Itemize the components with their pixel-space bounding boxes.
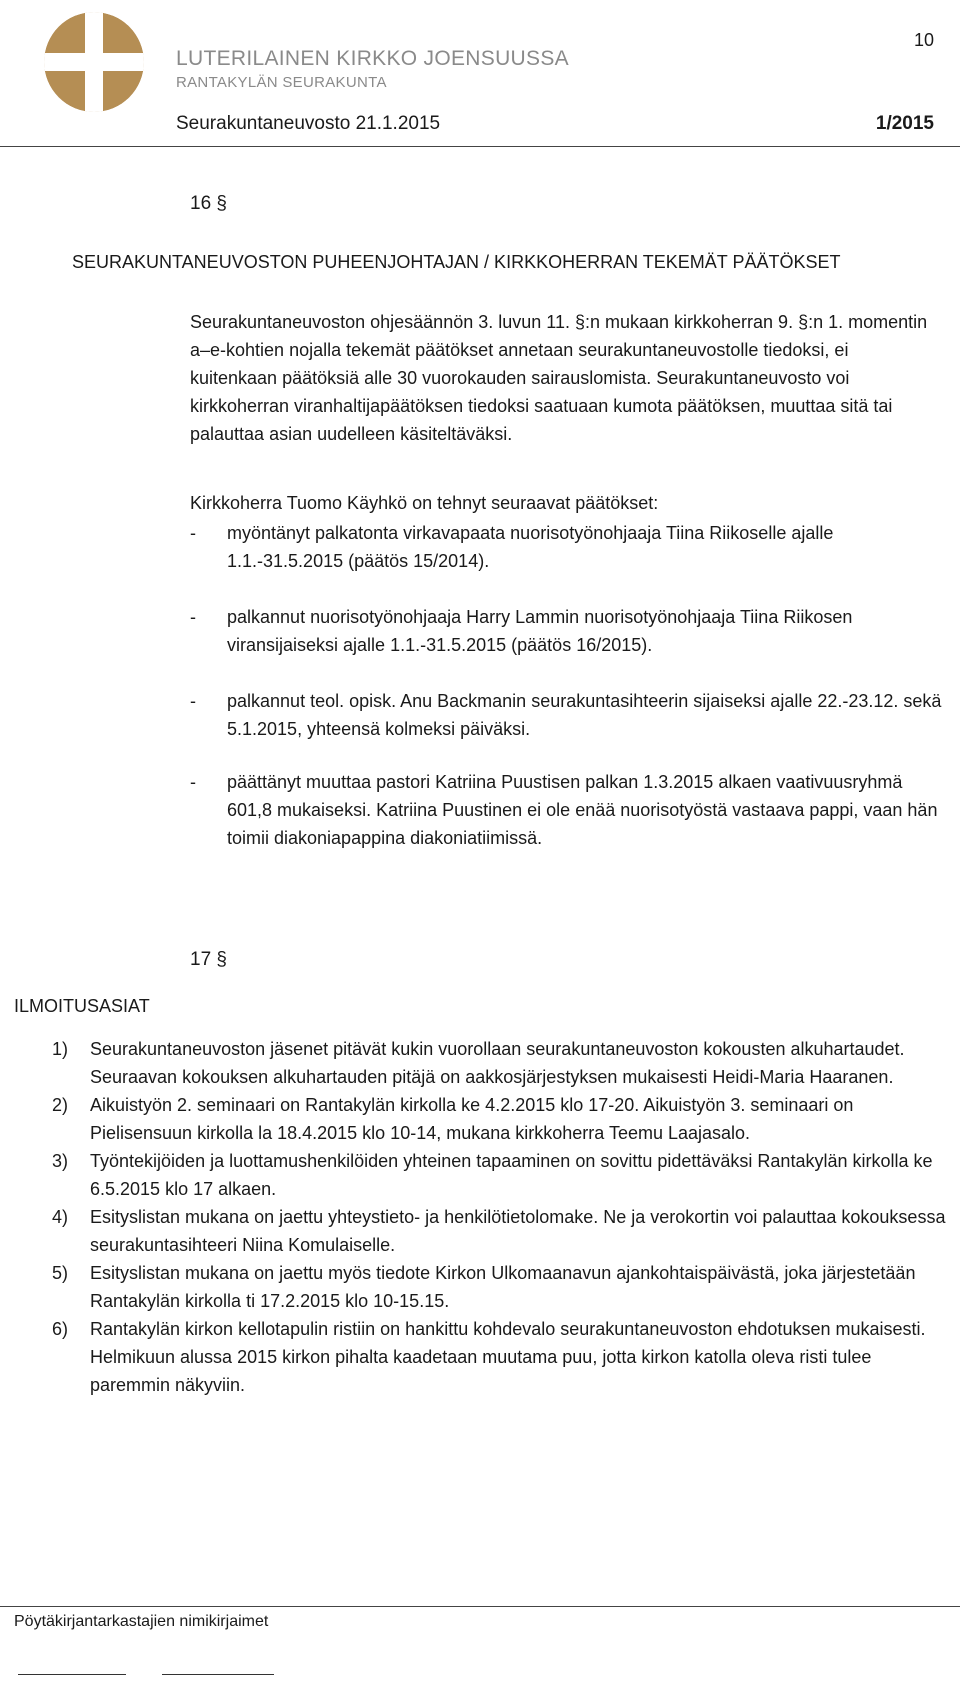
dash-bullet: - bbox=[190, 523, 196, 543]
signature-line[interactable] bbox=[18, 1674, 126, 1675]
dash-bullet: - bbox=[190, 691, 196, 711]
list-item bbox=[52, 1147, 947, 1203]
decision-item bbox=[190, 519, 942, 575]
item-number: 1) bbox=[52, 1039, 69, 1059]
item-number: 6) bbox=[52, 1319, 69, 1339]
item-number: 4) bbox=[52, 1207, 69, 1227]
item-number: 5) bbox=[52, 1263, 69, 1283]
item-number: 2) bbox=[52, 1095, 69, 1115]
decision-item bbox=[190, 768, 942, 852]
header-divider bbox=[0, 146, 960, 147]
item-text: Työntekijöiden ja luottamushenkilöiden yhteinen tapaaminen on sovittu pidettäväksi Rantakylän kirkolla ke 6.5.2015 klo 17 alkaen. bbox=[90, 1151, 933, 1199]
section-16-number: 16 § bbox=[190, 193, 227, 214]
decision-text: päättänyt muuttaa pastori Katriina Puustisen palkan 1.3.2015 alkaen vaativuusryhmä 601,8 mukaiseksi. Katriina Puustinen ei ole enää nuorisotyöstä vastaava pappi, vaan hän toimii diakoniapappina diakoniatiimissä. bbox=[227, 772, 938, 848]
list-item bbox=[52, 1091, 947, 1147]
page-number: 10 bbox=[913, 30, 934, 50]
section-16-heading: SEURAKUNTANEUVOSTON PUHEENJOHTAJAN / KIRKKOHERRAN TEKEMÄT PÄÄTÖKSET bbox=[72, 252, 841, 272]
decision-item bbox=[190, 603, 942, 659]
meeting-title: Seurakuntaneuvosto 21.1.2015 bbox=[176, 113, 441, 134]
section-17-label: ILMOITUSASIAT bbox=[14, 996, 150, 1016]
organization-name: LUTERILAINEN KIRKKO JOENSUUSSA bbox=[176, 47, 569, 70]
decision-text: myöntänyt palkatonta virkavapaata nuorisotyönohjaaja Tiina Riikoselle ajalle 1.1.-31.5.2015 (päätös 15/2014). bbox=[227, 523, 834, 571]
item-text: Esityslistan mukana on jaettu myös tiedote Kirkon Ulkomaanavun ajankohtaispäivästä, joka järjestetään Rantakylän kirkolla ti 17.2.2015 klo 10-15.15. bbox=[90, 1263, 916, 1311]
dash-bullet: - bbox=[190, 772, 196, 792]
announcements-list bbox=[52, 1035, 947, 1399]
item-text: Rantakylän kirkon kellotapulin ristiin on hankittu kohdevalo seurakuntaneuvoston ehdotuksen mukaisesti. Helmikuun alussa 2015 kirkon pihalta kaadetaan muutama puu, jotta kirkon katolla oleva risti tulee paremmin näkyviin. bbox=[90, 1319, 926, 1395]
item-text: Esityslistan mukana on jaettu yhteystieto- ja henkilötietolomake. Ne ja verokortin voi palauttaa kokouksessa seurakuntasihteeri Niina Komulaiselle. bbox=[90, 1207, 946, 1255]
decision-text: palkannut nuorisotyönohjaaja Harry Lammin nuorisotyönohjaaja Tiina Riikosen viransijaiseksi ajalle 1.1.-31.5.2015 (päätös 16/2015). bbox=[227, 607, 853, 655]
issue-number: 1/2015 bbox=[875, 113, 934, 134]
list-item bbox=[52, 1259, 947, 1315]
parish-name: RANTAKYLÄN SEURAKUNTA bbox=[176, 74, 387, 91]
decision-item bbox=[190, 687, 942, 743]
item-number: 3) bbox=[52, 1151, 69, 1171]
list-item bbox=[52, 1315, 947, 1399]
item-text: Aikuistyön 2. seminaari on Rantakylän kirkolla ke 4.2.2015 klo 17-20. Aikuistyön 3. seminaari on Pielisensuun kirkolla la 18.4.2015 klo 10-14, mukana kirkkoherra Teemu Laajasalo. bbox=[90, 1095, 854, 1143]
signatures-label: Pöytäkirjantarkastajien nimikirjaimet bbox=[14, 1613, 269, 1630]
parish-cross-logo bbox=[42, 10, 146, 114]
item-text: Seurakuntaneuvoston jäsenet pitävät kukin vuorollaan seurakuntaneuvoston kokousten alkuhartaudet. Seuraavan kokouksen alkuhartauden pitäjä on aakkosjärjestyksen mukaisesti Heidi-Maria Haaranen. bbox=[90, 1039, 905, 1087]
list-item bbox=[52, 1035, 947, 1091]
section-17-number: 17 § bbox=[190, 949, 227, 970]
decision-text: palkannut teol. opisk. Anu Backmanin seurakuntasihteerin sijaiseksi ajalle 22.-23.12. sekä 5.1.2015, yhteensä kolmeksi päiväksi. bbox=[227, 691, 942, 739]
list-item bbox=[52, 1203, 947, 1259]
section-16-paragraph: Seurakuntaneuvoston ohjesäännön 3. luvun 11. §:n mukaan kirkkoherran 9. §:n 1. momentin a–e-kohtien nojalla tekemät päätökset annetaan seurakuntaneuvostolle tiedoksi, ei kuitenkaan päätöksiä alle 30 vuorokauden sairauslomista. Seurakuntaneuvosto voi kirkkoherran viranhaltijapäätöksen tiedoksi saatuaan kumota päätöksen, muuttaa sitä tai palauttaa asian uudelleen käsiteltäväksi. bbox=[190, 312, 928, 444]
footer-divider bbox=[0, 1606, 960, 1607]
dash-bullet: - bbox=[190, 607, 196, 627]
decisions-intro: Kirkkoherra Tuomo Käyhkö on tehnyt seuraavat päätökset: bbox=[190, 493, 659, 513]
signature-line[interactable] bbox=[162, 1674, 274, 1675]
